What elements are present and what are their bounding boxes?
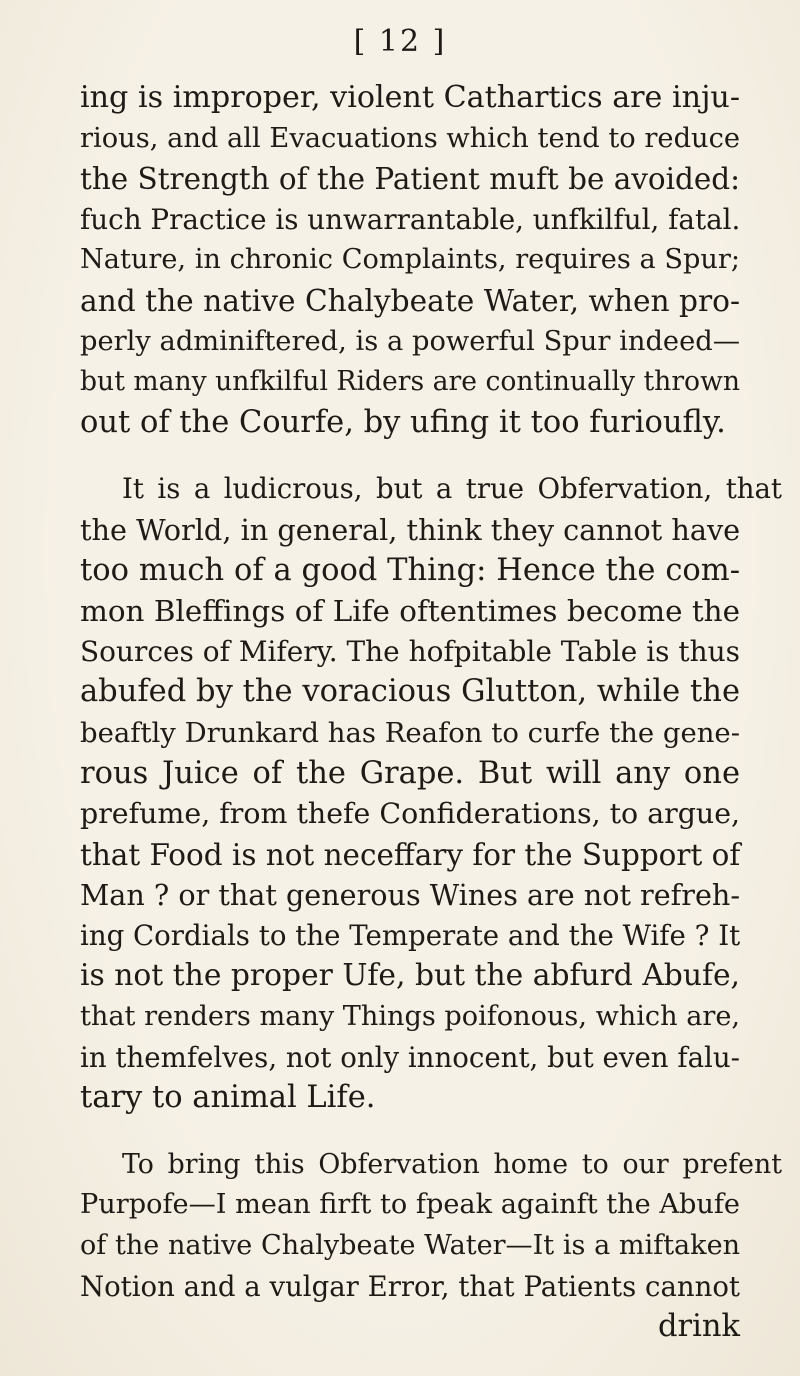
text-line: ing Cordials to the Temperate and the Wife ? It bbox=[80, 918, 741, 952]
text-line: It is a ludicrous, but a true Obfervation, that bbox=[122, 473, 782, 506]
text-line: To bring this Obfervation home to our prefent bbox=[122, 1148, 782, 1180]
text-line: Nature, in chronic Complaints, requires a Spur; bbox=[80, 244, 740, 276]
text-line: is not the proper Ufe, but the abfurd Abufe, bbox=[80, 958, 740, 994]
text-line: and the native Chalybeate Water, when pro- bbox=[80, 282, 740, 318]
catchword: drink bbox=[658, 1309, 740, 1345]
text-line: too much of a good Thing: Hence the com- bbox=[80, 552, 740, 588]
text-line: the World, in general, think they cannot have bbox=[80, 512, 741, 547]
page-number: [ 12 ] bbox=[353, 24, 447, 59]
text-line: tary to animal Life. bbox=[80, 1080, 376, 1116]
text-line: prefume, from thefe Confiderations, to argue, bbox=[80, 797, 741, 831]
text-line: rious, and all Evacuations which tend to reduce bbox=[80, 122, 740, 154]
text-line: abufed by the voracious Glutton, while the bbox=[80, 674, 740, 710]
text-line: Notion and a vulgar Error, that Patients cannot bbox=[80, 1270, 740, 1303]
text-line: mon Bleffings of Life oftentimes become the bbox=[80, 594, 740, 629]
text-line: the Strength of the Patient muft be avoided: bbox=[80, 162, 740, 197]
body-text bbox=[80, 78, 782, 1348]
text-line: but many unfkilful Riders are continually thrown bbox=[80, 366, 741, 398]
paragraph-3 bbox=[80, 1145, 782, 1348]
text-line: of the native Chalybeate Water—It is a miftaken bbox=[80, 1230, 740, 1262]
text-line: rous Juice of the Grape. But will any one bbox=[80, 755, 740, 791]
text-line: ing is improper, violent Cathartics are inju- bbox=[80, 80, 740, 115]
paragraph-2 bbox=[80, 469, 782, 1119]
text-line: that renders many Things poifonous, which are, bbox=[80, 1001, 741, 1033]
text-line: Man ? or that generous Wines are not refreh- bbox=[80, 878, 741, 913]
text-line: Sources of Mifery. The hofpitable Table is thus bbox=[80, 634, 740, 668]
text-line: that Food is not neceffary for the Support of bbox=[80, 837, 741, 872]
paragraph-1 bbox=[80, 78, 740, 443]
text-line: fuch Practice is unwarrantable, unfkilful, fatal. bbox=[80, 202, 741, 236]
text-line: out of the Courfe, by ufing it too furioufly. bbox=[80, 404, 726, 440]
text-line: Purpofe—I mean firft to fpeak againft the Abufe bbox=[80, 1189, 740, 1221]
text-line: in themfelves, not only innocent, but even falu- bbox=[80, 1040, 740, 1074]
text-line: perly adminiftered, is a powerful Spur indeed— bbox=[80, 325, 740, 357]
text-line: beaftly Drunkard has Reafon to curfe the gene- bbox=[80, 716, 740, 749]
